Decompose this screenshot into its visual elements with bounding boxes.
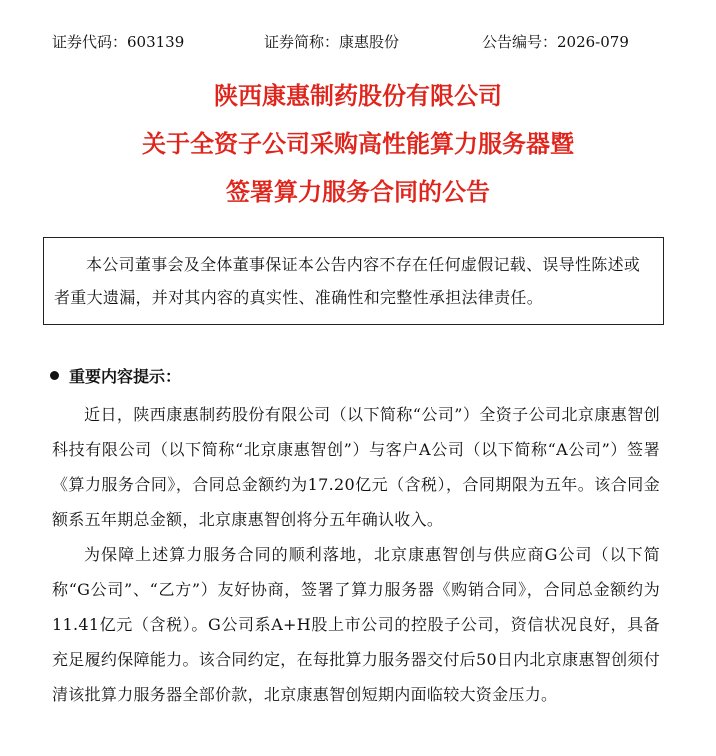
header-meta bbox=[52, 30, 652, 54]
title-company: 陕西康惠制药股份有限公司 bbox=[214, 82, 502, 110]
paragraph-purchase-contract bbox=[52, 537, 660, 712]
title-subject-line2: 签署算力服务合同的公告 bbox=[226, 178, 490, 206]
key-points-label: 重要内容提示： bbox=[69, 367, 182, 386]
paragraph-contract-summary bbox=[52, 397, 660, 537]
title-subject-line1: 关于全资子公司采购高性能算力服务器暨 bbox=[142, 130, 574, 158]
key-points-heading bbox=[50, 365, 181, 389]
paragraph-text: 为保障上述算力服务合同的顺利落地，北京康惠智创与供应商G公司（以下简称“G公司”、“乙方”）友好协商，签署了算力服务器《购销合同》，合同总金额约为11.41亿元（含税）。G公司系A+H股上市公司的控股子公司，资信状况良好，具备充足履约保障能力。该合同约定，在每批算力服务器交付后50日内北京康惠智创须付清该批算力服务器全部价款，北京康惠智创短期内面临较大资金压力。 bbox=[52, 545, 660, 704]
board-guarantee-notice bbox=[43, 237, 664, 325]
stock-name: 证券简称：康惠股份 bbox=[264, 33, 400, 51]
paragraph-text: 近日，陕西康惠制药股份有限公司（以下简称“公司”）全资子公司北京康惠智创科技有限公司（以下简称“北京康惠智创”）与客户A公司（以下简称“A公司”）签署《算力服务合同》，合同总金额约为17.20亿元（含税），合同期限为五年。该合同金额系五年期总金额，北京康惠智创将分五年确认收入。 bbox=[52, 405, 660, 529]
notice-text: 本公司董事会及全体董事保证本公告内容不存在任何虚假记载、误导性陈述或者重大遗漏，并对其内容的真实性、准确性和完整性承担法律责任。 bbox=[54, 255, 641, 307]
announcement-number: 公告编号：2026-079 bbox=[482, 33, 629, 51]
bullet-icon bbox=[50, 371, 59, 380]
stock-code: 证券代码：603139 bbox=[52, 33, 185, 51]
